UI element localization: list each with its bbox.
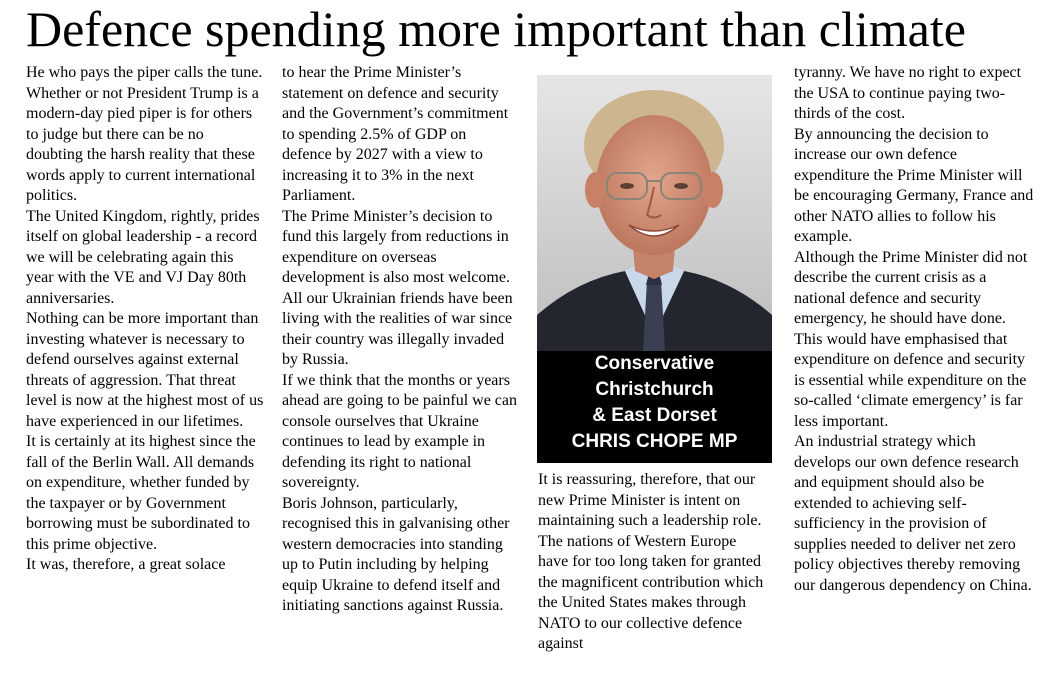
photo-caption [537,351,772,455]
article-column-4 [794,63,1034,596]
article-column-3 [538,470,770,655]
paragraph: If we think that the months or years ahead are going to be painful we can console ourselves that Ukraine continues to lead by example in defending its right to national sovereignty. [282,371,518,491]
paragraph: By announcing the decision to increase our own defence expenditure the Prime Minister will be encouraging Germany, France and other NATO allies to follow his example. [794,125,1034,245]
paragraph: Nothing can be more important than investing whatever is necessary to defend ourselves against external threats of aggression. That threat level is now at the highest most of us have experienced in our lifetimes. [26,310,264,430]
paragraph: tyranny. We have no right to expect the USA to continue paying two-thirds of the cost. [794,64,1022,122]
paragraph: It is certainly at its highest since the fall of the Berlin Wall. All demands on expenditure, whether funded by the taxpayer or by Government borrowing must be subordinated to this prime objective. [26,433,256,553]
author-portrait [537,75,772,351]
paragraph: Boris Johnson, particularly, recognised this in galvanising other western democracies into standing up to Putin including by helping equip Ukraine to defend itself and initiating sanctions against Russia. [282,494,510,614]
caption-party: Conservative [594,353,715,374]
paragraph: The Prime Minister’s decision to fund this largely from reductions in expenditure on overseas development is also most welcome. [282,207,510,286]
paragraph: Whether or not President Trump is a modern-day pied piper is for others to judge but there can be no doubting the harsh reality that these words apply to current international politics. [26,84,259,204]
headline: Defence spending more important than climate [26,1,966,57]
paragraph: He who pays the piper calls the tune. [26,64,263,81]
paragraph: The United Kingdom, rightly, prides itself on global leadership - a record we will be celebrating again this year with the VE and VJ Day 80th anniversaries. [26,207,260,307]
caption-author-name: CHRIS CHOPE MP [571,431,738,452]
paragraph: All our Ukrainian friends have been living with the realities of war since their country was illegally invaded by Russia. [282,289,513,368]
article-column-2 [282,63,518,617]
paragraph: to hear the Prime Minister’s statement on defence and security and the Government’s commitment to spending 2.5% of GDP on defence by 2027 with a view to increasing it to 3% in the next Parliament. [282,64,509,204]
author-photo-box [537,75,772,463]
paragraph: It was, therefore, a great solace [26,556,226,573]
paragraph: An industrial strategy which develops our own defence research and equipment should also be extended to achieving self-sufficiency in the provision of supplies needed to deliver net zero policy objectives thereby removing our dangerous dependency on China. [794,433,1032,594]
paragraph: It is reassuring, therefore, that our new Prime Minister is intent on maintaining such a leadership role. [538,471,762,529]
article-column-1 [26,63,264,576]
paragraph: This would have emphasised that expenditure on defence and security is essential while expenditure on the so-called ‘climate emergency’ is far less important. [794,330,1027,430]
caption-constituency-1: Christchurch [595,379,714,400]
caption-constituency-2: & East Dorset [592,405,717,426]
paragraph: Although the Prime Minister did not describe the current crisis as a national defence and security emergency, he should have done. [794,248,1028,327]
paragraph: The nations of Western Europe have for too long taken for granted the magnificent contribution which the United States makes through NATO to our collective defence against [538,532,764,652]
